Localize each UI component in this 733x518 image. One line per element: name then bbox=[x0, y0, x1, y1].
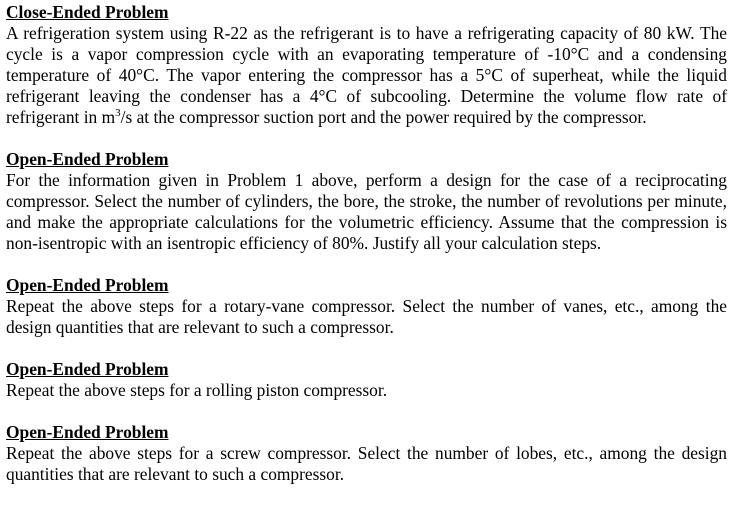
section-gap bbox=[6, 401, 727, 422]
open-ended-problem-reciprocating bbox=[6, 149, 727, 254]
section-heading: Open-Ended Problem bbox=[6, 359, 169, 379]
section-gap bbox=[6, 128, 727, 149]
close-ended-problem-section bbox=[6, 2, 727, 128]
section-text: Repeat the above steps for a rolling piston compressor. bbox=[6, 380, 388, 400]
open-ended-problem-rotary-vane bbox=[6, 275, 727, 338]
section-text: Repeat the above steps for a rotary-vane compressor. Select the number of vanes, etc., among the design quantities that are relevant to such a compressor. bbox=[6, 296, 727, 337]
section-gap bbox=[6, 338, 727, 359]
section-heading: Open-Ended Problem bbox=[6, 422, 169, 442]
superscript-three: 3 bbox=[115, 107, 121, 120]
open-ended-problem-rolling-piston bbox=[6, 359, 727, 401]
section-text-part: /s at the compressor suction port and the power required by the compressor. bbox=[120, 107, 647, 127]
section-heading: Close-Ended Problem bbox=[6, 2, 169, 22]
section-gap bbox=[6, 254, 727, 275]
section-text: Repeat the above steps for a screw compressor. Select the number of lobes, etc., among the design quantities that are relevant to such a compressor. bbox=[6, 443, 727, 484]
open-ended-problem-screw bbox=[6, 422, 727, 485]
section-heading: Open-Ended Problem bbox=[6, 149, 169, 169]
section-text bbox=[6, 23, 727, 128]
section-text-part: A refrigeration system using R-22 as the refrigerant is to have a refrigerating capacity of 80 kW. The cycle is a vapor compression cycle with an evaporating temperature of -10°C and a condensing temperature of 40°C. The vapor entering the compressor has a 5°C of superheat, while the liquid refrigerant leaving the condenser has a 4°C of subcooling. Determine the volume flow rate of refrigerant in m bbox=[6, 23, 727, 127]
section-heading: Open-Ended Problem bbox=[6, 275, 169, 295]
section-text: For the information given in Problem 1 above, perform a design for the case of a reciprocating compressor. Select the number of cylinders, the bore, the stroke, the number of revolutions per minute, and make the appropriate calculations for the volumetric efficiency. Assume that the compression is non-isentropic with an isentropic efficiency of 80%. Justify all your calculation steps. bbox=[6, 170, 727, 253]
